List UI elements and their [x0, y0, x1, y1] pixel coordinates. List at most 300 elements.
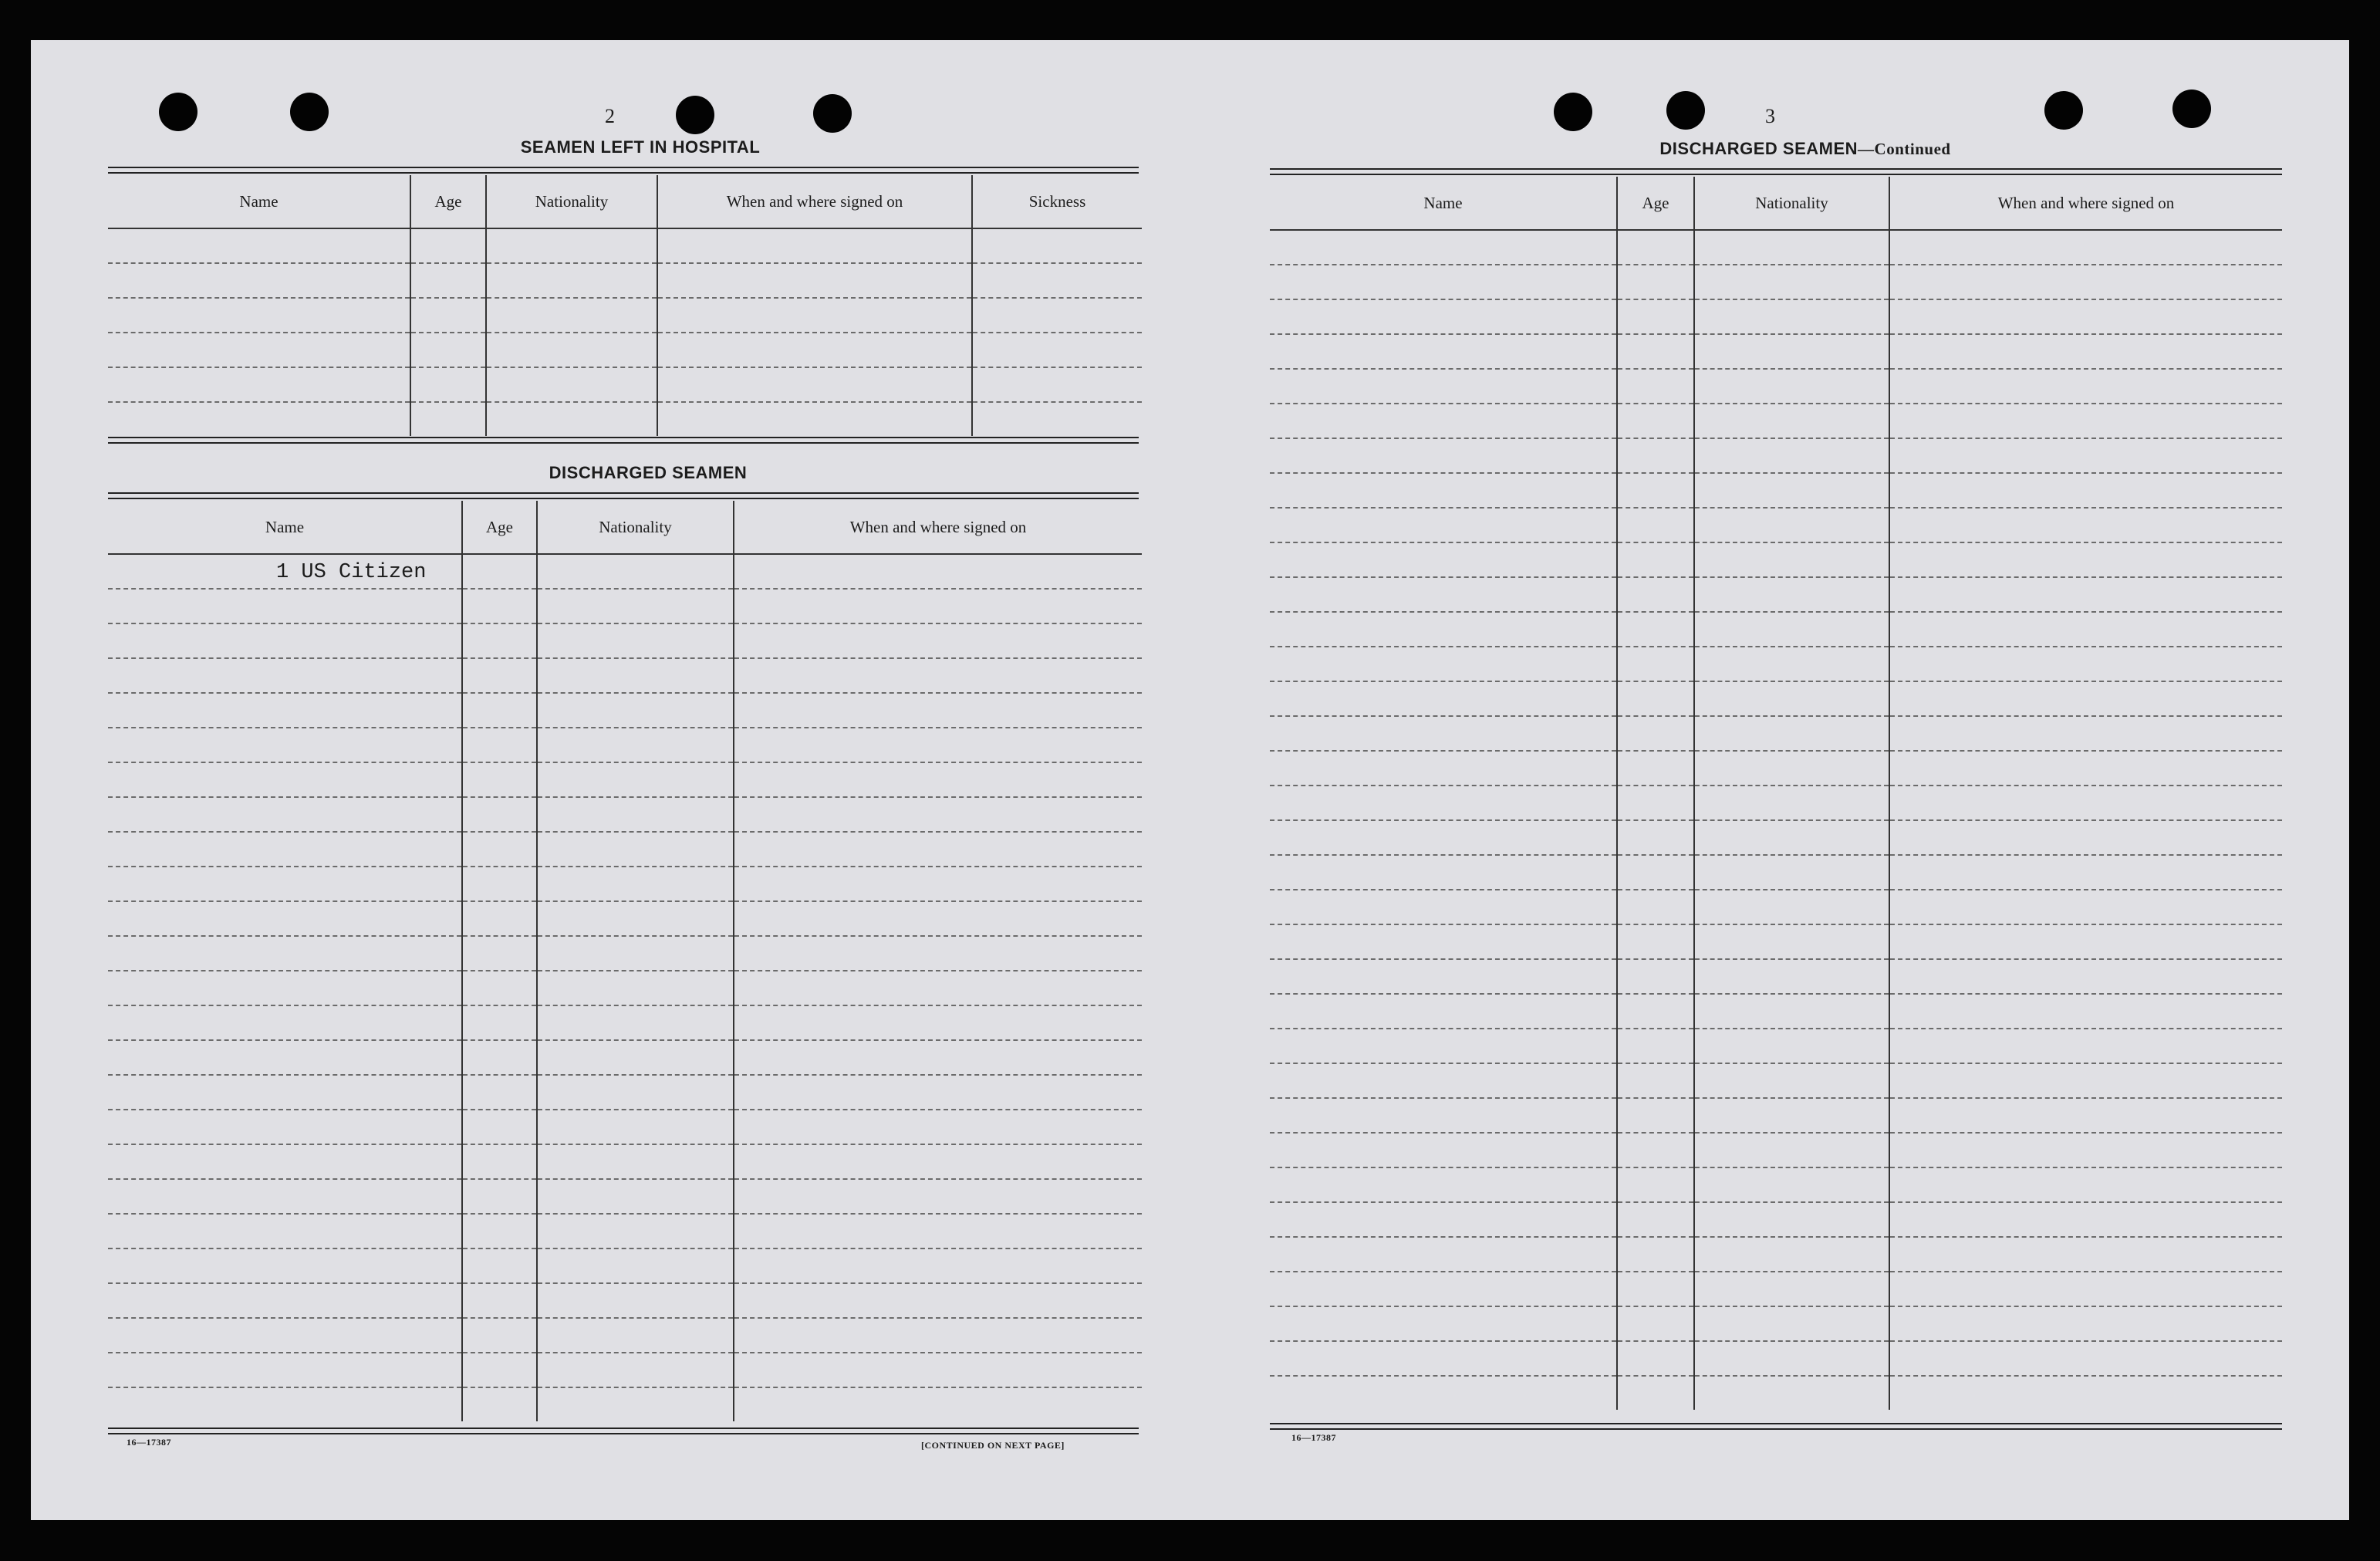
table-cell: [1617, 924, 1694, 959]
table-cell: [537, 1005, 734, 1040]
table-cell: [108, 1179, 462, 1214]
table-cell: [1270, 647, 1617, 681]
table-row: [108, 1005, 1142, 1040]
table-row: [1270, 924, 2282, 959]
column-header-when-and-where-signed-on: When and where signed on: [734, 501, 1142, 554]
table-cell: [1617, 1376, 1694, 1410]
table-cell: [108, 1318, 462, 1353]
table-row: [1270, 404, 2282, 438]
table-cell: [1889, 577, 2282, 612]
table-cell: [1889, 1306, 2282, 1341]
table-row: [108, 693, 1142, 728]
table-cell: [972, 263, 1142, 298]
table-cell: [537, 1353, 734, 1387]
table-cell: [537, 623, 734, 658]
table-cell: [1694, 612, 1889, 647]
table-cell: [1270, 334, 1617, 369]
table-cell: [410, 228, 486, 263]
table-cell: [537, 867, 734, 901]
table-cell: [1694, 1133, 1889, 1167]
table-cell: [1617, 1202, 1694, 1237]
table-cell: [972, 298, 1142, 333]
table-cell: [108, 1040, 462, 1075]
table-cell: [1617, 230, 1694, 265]
table-cell: [1694, 716, 1889, 751]
table-cell: [486, 402, 657, 436]
table-row: [1270, 1029, 2282, 1063]
table-cell: [972, 402, 1142, 436]
table-cell: [1270, 681, 1617, 716]
table-row: [1270, 647, 2282, 681]
right-page: [1188, 40, 2349, 1520]
form-sheet: [31, 40, 2349, 1520]
table-cell: [537, 1283, 734, 1318]
table-cell: [1617, 577, 1694, 612]
table-cell: [1617, 334, 1694, 369]
table-cell: [734, 589, 1142, 623]
hospital-section-title: SEAMEN LEFT IN HOSPITAL: [520, 137, 761, 157]
table-row: [1270, 751, 2282, 786]
table-cell: [108, 693, 462, 728]
table-row: [1270, 299, 2282, 334]
table-cell: [1270, 299, 1617, 334]
table-cell: [537, 901, 734, 936]
table-cell: [537, 728, 734, 762]
page-number: 3: [1765, 105, 1775, 127]
table-cell: [462, 1214, 537, 1248]
table-cell: [537, 1144, 734, 1179]
table-cell: [462, 762, 537, 797]
table-row: [108, 1110, 1142, 1144]
table-cell: [486, 298, 657, 333]
table-cell: [108, 623, 462, 658]
table-cell: [1694, 508, 1889, 542]
table-cell: [462, 589, 537, 623]
table-row: [1270, 230, 2282, 265]
title-rule: [1270, 168, 2282, 175]
table-row: [108, 936, 1142, 971]
table-cell: [1694, 1167, 1889, 1202]
punch-hole: [2044, 91, 2083, 130]
table-cell: [462, 728, 537, 762]
table-cell: [734, 1387, 1142, 1421]
table-row: [108, 589, 1142, 623]
table-cell: [1617, 820, 1694, 855]
table-cell: [410, 298, 486, 333]
table-cell: [537, 1075, 734, 1110]
table-cell: [1889, 1167, 2282, 1202]
table-row: [1270, 1202, 2282, 1237]
table-cell: [1694, 1098, 1889, 1133]
column-header-nationality: Nationality: [1694, 177, 1889, 230]
table-cell: [108, 333, 410, 367]
table-cell: [537, 797, 734, 832]
table-cell: [1694, 959, 1889, 994]
table-cell: [462, 554, 537, 589]
table-cell: [462, 1005, 537, 1040]
table-cell: [1270, 1376, 1617, 1410]
table-cell: [1270, 1098, 1617, 1133]
table-cell: [537, 1179, 734, 1214]
table-cell: [462, 832, 537, 867]
table-cell: [1694, 542, 1889, 577]
table-cell: [1270, 577, 1617, 612]
table-cell: [1617, 855, 1694, 890]
table-cell: [537, 1110, 734, 1144]
table-cell: [734, 1144, 1142, 1179]
table-cell: [1694, 1029, 1889, 1063]
table-cell: [1270, 1306, 1617, 1341]
table-row: [1270, 508, 2282, 542]
table-cell: [1694, 1237, 1889, 1272]
table-row: [108, 228, 1142, 263]
table-row: [1270, 334, 2282, 369]
table-row: [1270, 716, 2282, 751]
column-header-age: Age: [1617, 177, 1694, 230]
table-cell: [108, 867, 462, 901]
table-row: [108, 623, 1142, 658]
table-cell: [1270, 786, 1617, 820]
table-row: [108, 901, 1142, 936]
column-header-name: Name: [108, 501, 462, 554]
table-row: [1270, 994, 2282, 1029]
table-cell: [462, 1040, 537, 1075]
punch-hole: [1554, 93, 1592, 131]
table-cell: [734, 728, 1142, 762]
table-cell: [1617, 404, 1694, 438]
hospital-table: [108, 175, 1142, 436]
table-row: [1270, 890, 2282, 924]
table-cell: [108, 228, 410, 263]
table-cell: [734, 1110, 1142, 1144]
punch-hole: [1666, 91, 1705, 130]
table-cell: [657, 333, 972, 367]
table-row: [1270, 473, 2282, 508]
table-row: [108, 1318, 1142, 1353]
table-cell: [972, 333, 1142, 367]
table-row: [108, 762, 1142, 797]
table-cell: [1889, 1376, 2282, 1410]
table-cell: [486, 367, 657, 402]
table-cell: [1694, 1306, 1889, 1341]
table-cell: [462, 1075, 537, 1110]
table-cell: [1694, 890, 1889, 924]
table-cell: [1617, 716, 1694, 751]
table-row: [1270, 612, 2282, 647]
table-row: [108, 728, 1142, 762]
table-row: [108, 333, 1142, 367]
table-row: [108, 797, 1142, 832]
table-cell: [1889, 542, 2282, 577]
table-cell: [1270, 1133, 1617, 1167]
table-row: [1270, 577, 2282, 612]
table-cell: [734, 1214, 1142, 1248]
table-cell: [108, 971, 462, 1005]
section-rule: [108, 437, 1139, 444]
table-cell: [1617, 1341, 1694, 1376]
table-cell: [108, 1005, 462, 1040]
table-cell: [657, 367, 972, 402]
table-cell: [1270, 508, 1617, 542]
table-row: [108, 554, 1142, 589]
table-cell: [1694, 1063, 1889, 1098]
table-cell: [1617, 1237, 1694, 1272]
table-cell: [1617, 542, 1694, 577]
table-cell: [1270, 438, 1617, 473]
table-cell: [462, 1318, 537, 1353]
table-cell: [108, 936, 462, 971]
continued-note: [CONTINUED ON NEXT PAGE]: [921, 1440, 1065, 1451]
table-cell: [1889, 1272, 2282, 1306]
table-cell: [1694, 369, 1889, 404]
table-cell: [537, 971, 734, 1005]
table-cell: [1270, 1029, 1617, 1063]
table-cell: [462, 797, 537, 832]
table-cell: [1270, 924, 1617, 959]
table-cell: [108, 762, 462, 797]
table-cell: [1889, 1202, 2282, 1237]
table-cell: [1889, 890, 2282, 924]
table-cell: [657, 402, 972, 436]
table-cell: [410, 367, 486, 402]
table-row: [108, 1353, 1142, 1387]
table-row: [108, 1283, 1142, 1318]
table-cell: [1270, 751, 1617, 786]
table-cell: [1617, 751, 1694, 786]
table-cell: [734, 1075, 1142, 1110]
table-cell: [1617, 299, 1694, 334]
table-cell: [108, 1387, 462, 1421]
table-cell: [734, 658, 1142, 693]
table-cell: [1694, 577, 1889, 612]
table-cell: [1617, 1167, 1694, 1202]
table-cell: [462, 901, 537, 936]
table-cell: [1270, 404, 1617, 438]
column-header-name: Name: [1270, 177, 1617, 230]
table-cell: [734, 1040, 1142, 1075]
table-cell: [108, 589, 462, 623]
table-row: [1270, 1167, 2282, 1202]
typed-entry: 1 US Citizen: [276, 560, 427, 584]
table-cell: [657, 263, 972, 298]
table-cell: [1694, 1272, 1889, 1306]
table-cell: [1270, 473, 1617, 508]
table-row: [108, 402, 1142, 436]
table-cell: [410, 402, 486, 436]
table-cell: [1270, 1237, 1617, 1272]
table-cell: [1270, 820, 1617, 855]
table-cell: [1889, 299, 2282, 334]
table-cell: [108, 658, 462, 693]
table-cell: [1694, 855, 1889, 890]
table-cell: [1694, 1341, 1889, 1376]
table-cell: [537, 762, 734, 797]
table-cell: [1889, 1098, 2282, 1133]
table-cell: [108, 832, 462, 867]
table-row: [1270, 959, 2282, 994]
table-cell: [1617, 959, 1694, 994]
punch-hole: [2172, 90, 2211, 128]
table-cell: [1270, 994, 1617, 1029]
table-cell: [1889, 647, 2282, 681]
table-cell: [537, 1214, 734, 1248]
table-row: [108, 263, 1142, 298]
table-cell: [972, 228, 1142, 263]
table-cell: [1889, 786, 2282, 820]
table-cell: [1617, 1133, 1694, 1167]
table-cell: [1270, 959, 1617, 994]
table-cell: [657, 298, 972, 333]
table-cell: [1889, 681, 2282, 716]
table-cell: [108, 728, 462, 762]
table-cell: [1617, 681, 1694, 716]
table-row: [108, 1214, 1142, 1248]
table-cell: [486, 228, 657, 263]
table-cell: [462, 867, 537, 901]
table-cell: [1270, 369, 1617, 404]
title-rule: [108, 492, 1139, 499]
table-cell: [734, 1179, 1142, 1214]
table-cell: [1889, 1341, 2282, 1376]
table-cell: [1889, 473, 2282, 508]
table-cell: [1694, 1376, 1889, 1410]
table-cell: [108, 1110, 462, 1144]
table-row: [108, 1040, 1142, 1075]
table-cell: [657, 228, 972, 263]
table-cell: [734, 554, 1142, 589]
table-cell: [462, 1179, 537, 1214]
table-cell: [108, 554, 462, 589]
table-cell: [537, 554, 734, 589]
table-cell: [1617, 994, 1694, 1029]
table-cell: [1694, 334, 1889, 369]
table-cell: [1889, 820, 2282, 855]
punch-hole: [813, 94, 852, 133]
table-row: [108, 367, 1142, 402]
table-cell: [537, 589, 734, 623]
table-row: [108, 1075, 1142, 1110]
table-cell: [1270, 612, 1617, 647]
bottom-rule: [1270, 1423, 2282, 1430]
table-cell: [734, 797, 1142, 832]
column-header-age: Age: [462, 501, 537, 554]
table-cell: [410, 263, 486, 298]
table-cell: [1617, 438, 1694, 473]
table-cell: [108, 263, 410, 298]
table-cell: [108, 1283, 462, 1318]
table-cell: [1889, 994, 2282, 1029]
form-number: 16—17387: [1291, 1432, 1336, 1443]
table-cell: [734, 971, 1142, 1005]
table-cell: [108, 1075, 462, 1110]
column-header-nationality: Nationality: [537, 501, 734, 554]
table-cell: [108, 298, 410, 333]
table-cell: [1694, 924, 1889, 959]
table-row: [1270, 1063, 2282, 1098]
table-cell: [1270, 1167, 1617, 1202]
table-cell: [108, 402, 410, 436]
table-cell: [537, 1248, 734, 1283]
discharged-table: [108, 501, 1142, 1421]
column-header-sickness: Sickness: [972, 175, 1142, 228]
table-cell: [734, 867, 1142, 901]
table-cell: [1889, 612, 2282, 647]
table-cell: [1617, 265, 1694, 299]
table-row: [108, 1387, 1142, 1421]
table-cell: [1694, 230, 1889, 265]
table-cell: [1270, 230, 1617, 265]
table-cell: [1889, 716, 2282, 751]
table-row: [1270, 1098, 2282, 1133]
table-cell: [1617, 1063, 1694, 1098]
left-page: [31, 40, 1188, 1520]
table-cell: [462, 1387, 537, 1421]
column-header-when-and-where-signed-on: When and where signed on: [1889, 177, 2282, 230]
table-cell: [1270, 855, 1617, 890]
table-cell: [108, 901, 462, 936]
table-cell: [1889, 855, 2282, 890]
table-row: [1270, 1376, 2282, 1410]
table-cell: [108, 1144, 462, 1179]
table-cell: [1270, 265, 1617, 299]
table-cell: [1889, 924, 2282, 959]
table-row: [1270, 681, 2282, 716]
table-cell: [1889, 230, 2282, 265]
table-cell: [537, 658, 734, 693]
column-header-nationality: Nationality: [486, 175, 657, 228]
table-cell: [462, 623, 537, 658]
table-cell: [1694, 1202, 1889, 1237]
table-cell: [734, 901, 1142, 936]
table-cell: [462, 658, 537, 693]
table-row: [1270, 1272, 2282, 1306]
table-row: [108, 832, 1142, 867]
table-cell: [1694, 820, 1889, 855]
table-cell: [734, 693, 1142, 728]
table-row: [1270, 542, 2282, 577]
table-cell: [1694, 681, 1889, 716]
column-header-when-and-where-signed-on: When and where signed on: [657, 175, 972, 228]
table-cell: [1889, 369, 2282, 404]
table-row: [1270, 369, 2282, 404]
table-cell: [537, 1040, 734, 1075]
table-cell: [1270, 890, 1617, 924]
table-row: [1270, 438, 2282, 473]
table-cell: [108, 1248, 462, 1283]
table-cell: [410, 333, 486, 367]
table-cell: [537, 832, 734, 867]
discharged-continued-title: [1543, 139, 2068, 159]
table-cell: [1617, 508, 1694, 542]
table-cell: [486, 263, 657, 298]
table-cell: [1889, 959, 2282, 994]
table-cell: [108, 797, 462, 832]
table-cell: [1889, 334, 2282, 369]
table-cell: [734, 936, 1142, 971]
table-cell: [734, 762, 1142, 797]
table-cell: [972, 367, 1142, 402]
table-cell: [462, 1283, 537, 1318]
table-cell: [1694, 994, 1889, 1029]
table-cell: [1270, 1272, 1617, 1306]
table-cell: [734, 832, 1142, 867]
table-row: [108, 1144, 1142, 1179]
table-cell: [537, 1387, 734, 1421]
table-row: [108, 867, 1142, 901]
table-cell: [734, 1318, 1142, 1353]
table-cell: [734, 1248, 1142, 1283]
punch-hole: [676, 96, 714, 134]
